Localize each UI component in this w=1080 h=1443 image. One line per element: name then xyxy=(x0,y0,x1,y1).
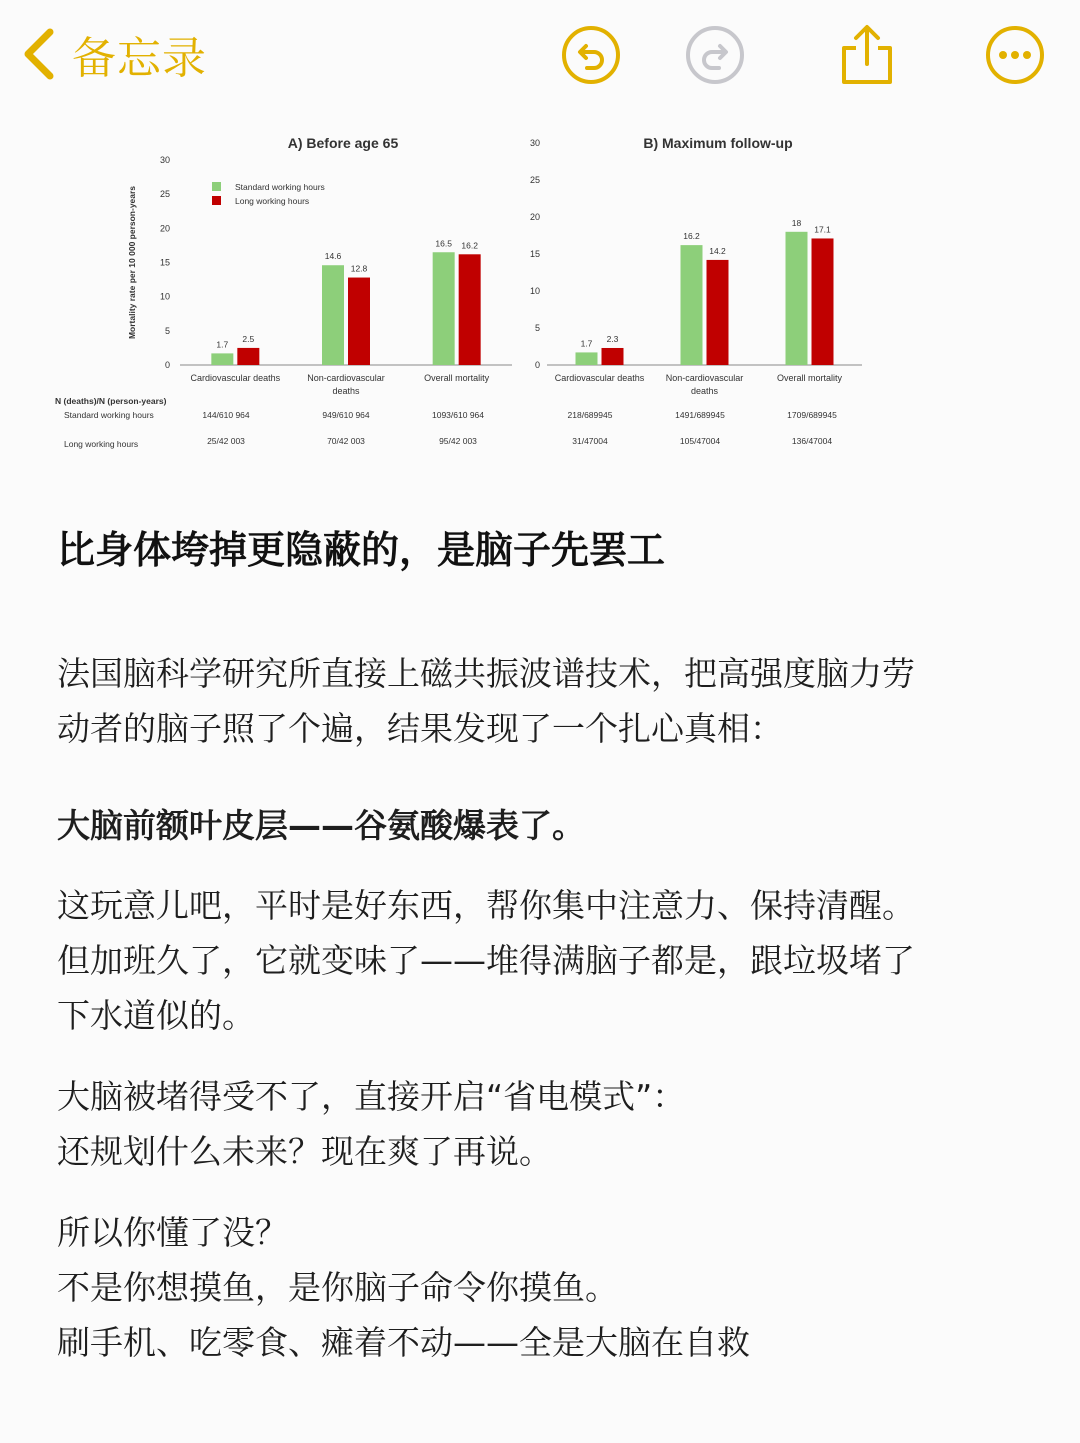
y-tick-label: 0 xyxy=(534,360,540,370)
x-tick-label: Non-cardiovascular xyxy=(307,373,385,383)
nav-bar xyxy=(0,0,1080,110)
bar-long xyxy=(459,254,481,365)
paragraph-1 xyxy=(57,646,1042,756)
y-tick-label: 15 xyxy=(159,257,170,268)
bar-standard xyxy=(211,353,233,365)
table-cell: 31/47004 xyxy=(572,436,608,446)
paragraph-line: 这玩意儿吧，平时是好东西，帮你集中注意力、保持清醒。 xyxy=(57,886,915,925)
y-tick-label: 5 xyxy=(534,323,540,333)
undo-button[interactable] xyxy=(560,24,622,86)
redo-button[interactable] xyxy=(684,24,746,86)
x-tick-label: deaths xyxy=(332,386,360,396)
y-tick-label: 15 xyxy=(529,249,540,259)
data-label: 1.7 xyxy=(216,339,229,350)
bar-standard xyxy=(681,245,703,365)
paragraph-3 xyxy=(57,878,1042,1043)
x-tick-label: Cardiovascular deaths xyxy=(190,373,281,383)
x-tick-label: Cardiovascular deaths xyxy=(554,373,645,383)
more-button[interactable] xyxy=(984,24,1046,86)
table-row-label: Long working hours xyxy=(64,439,139,449)
bar-standard xyxy=(576,352,598,365)
table-cell: 70/42 003 xyxy=(327,436,365,446)
paragraph-4 xyxy=(57,1069,1042,1179)
data-label: 12.8 xyxy=(350,263,368,274)
data-label: 17.1 xyxy=(814,224,831,235)
chart-figure xyxy=(40,120,1040,470)
back-button[interactable] xyxy=(18,22,207,86)
table-cell: 1709/689945 xyxy=(787,410,837,420)
legend-label: Standard working hours xyxy=(235,182,325,192)
y-tick-label: 25 xyxy=(159,189,170,200)
data-label: 16.2 xyxy=(461,240,478,251)
table-cell: 1093/610 964 xyxy=(432,410,484,420)
bar-long xyxy=(348,278,370,365)
data-label: 16.5 xyxy=(435,238,452,249)
redo-icon xyxy=(684,24,746,86)
paragraph-line: 动者的脑子照了个遍，结果发现了一个扎心真相： xyxy=(57,709,783,748)
table-row-label: Standard working hours xyxy=(64,410,154,420)
data-label: 14.6 xyxy=(324,251,342,262)
table-cell: 25/42 003 xyxy=(207,436,245,446)
paragraph-line: 大脑被堵得受不了，直接开启“省电模式”： xyxy=(57,1077,686,1116)
table-cell: 949/610 964 xyxy=(322,410,370,420)
paragraph-line: 所以你懂了没？ xyxy=(57,1213,288,1252)
table-header: N (deaths)/N (person-years) xyxy=(55,396,167,406)
table-cell: 218/689945 xyxy=(567,410,613,420)
legend-swatch xyxy=(212,182,221,191)
back-label: 备忘录 xyxy=(72,33,207,84)
note-body xyxy=(57,520,1042,1370)
bar-standard xyxy=(433,252,455,365)
y-axis-label: Mortality rate per 10 000 person-years xyxy=(127,185,137,340)
paragraph-5 xyxy=(57,1205,1042,1370)
paragraph-line: 刷手机、吃零食、瘫着不动——全是大脑在自救 xyxy=(57,1323,750,1362)
x-tick-label: deaths xyxy=(690,386,719,396)
paragraph-line: 下水道似的。 xyxy=(57,996,255,1035)
data-label: 1.7 xyxy=(580,338,593,349)
bar-long xyxy=(812,238,834,365)
y-tick-label: 30 xyxy=(159,155,170,165)
table-cell: 95/42 003 xyxy=(439,436,477,446)
bar-standard xyxy=(786,232,808,365)
x-tick-label: Non-cardiovascular xyxy=(665,373,744,383)
table-cell: 1491/689945 xyxy=(675,410,725,420)
paragraph-line: 还规划什么未来？现在爽了再说。 xyxy=(57,1132,552,1171)
chevron-left-icon xyxy=(18,26,58,82)
y-tick-label: 5 xyxy=(164,325,170,336)
paragraph-2-bold: 大脑前额叶皮层——谷氨酸爆表了。 xyxy=(57,806,585,845)
y-tick-label: 10 xyxy=(159,291,170,302)
share-icon xyxy=(836,24,898,86)
paragraph-line: 不是你想摸鱼，是你脑子命令你摸鱼。 xyxy=(57,1268,618,1307)
chart-title: A) Before age 65 xyxy=(287,135,399,151)
embedded-chart-image xyxy=(40,120,1040,470)
y-tick-label: 25 xyxy=(529,175,540,185)
table-cell: 136/47004 xyxy=(791,436,833,446)
data-label: 2.5 xyxy=(242,333,255,344)
bar-long xyxy=(707,260,729,365)
x-tick-label: Overall mortality xyxy=(424,373,490,383)
data-label: 18 xyxy=(791,217,802,228)
bar-long xyxy=(602,348,624,365)
share-button[interactable] xyxy=(836,24,898,86)
bar-standard xyxy=(322,265,344,365)
more-icon xyxy=(984,24,1046,86)
legend-label: Long working hours xyxy=(235,196,310,206)
chart-title: B) Maximum follow-up xyxy=(643,135,793,151)
y-tick-label: 20 xyxy=(529,212,540,222)
y-tick-label: 30 xyxy=(529,138,540,148)
data-label: 16.2 xyxy=(683,231,700,242)
note-heading: 比身体垮掉更隐蔽的，是脑子先罢工 xyxy=(57,528,666,572)
y-tick-label: 0 xyxy=(164,360,170,370)
paragraph-line: 法国脑科学研究所直接上磁共振波谱技术，把高强度脑力劳 xyxy=(57,654,915,693)
bar-long xyxy=(237,348,259,365)
x-tick-label: Overall mortality xyxy=(776,373,843,383)
data-label: 2.3 xyxy=(606,333,619,344)
undo-icon xyxy=(560,24,622,86)
paragraph-line: 但加班久了，它就变味了——堆得满脑子都是，跟垃圾堵了 xyxy=(57,941,915,980)
data-label: 14.2 xyxy=(709,245,726,256)
table-cell: 144/610 964 xyxy=(202,410,250,420)
table-cell: 105/47004 xyxy=(679,436,721,446)
y-tick-label: 10 xyxy=(529,286,540,296)
legend-swatch xyxy=(212,196,221,205)
y-tick-label: 20 xyxy=(159,223,170,234)
